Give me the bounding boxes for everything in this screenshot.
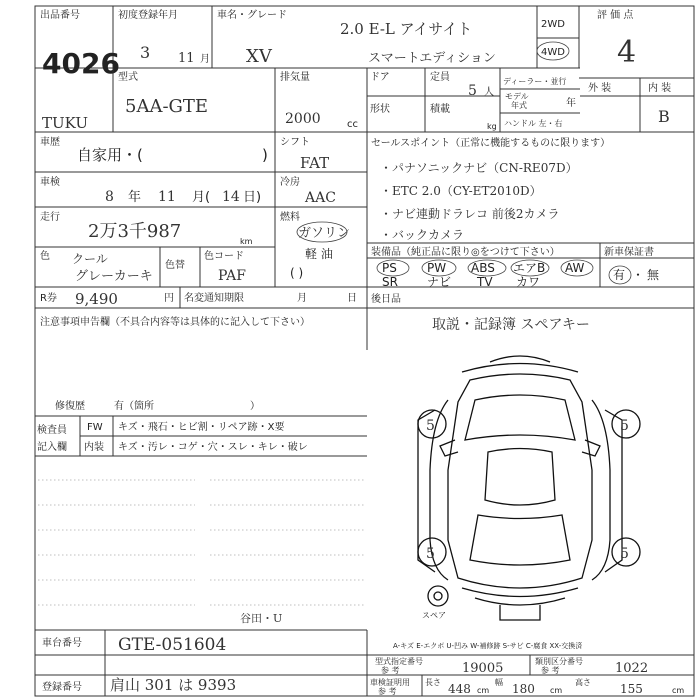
- classification-value: 1022: [615, 661, 649, 676]
- spare-tire-circle: [428, 586, 448, 606]
- height-label: 高さ: [575, 678, 591, 687]
- registration-label: 登録番号: [42, 682, 82, 693]
- inspection-day: 14: [222, 189, 240, 205]
- recycle-label: R券: [40, 293, 57, 304]
- interior-grade: B: [658, 107, 670, 126]
- equip-sr: SR: [382, 275, 398, 289]
- equip-tv: TV: [477, 275, 493, 289]
- dotted-lines: [38, 480, 365, 605]
- doors-label: ドア: [370, 72, 390, 83]
- color-label: 色: [40, 251, 50, 262]
- load-label: 積載: [430, 104, 450, 115]
- color-value-2: グレーカーキ: [75, 269, 153, 284]
- accessories-value: 取説・記録簿 スペアキー: [432, 317, 590, 333]
- drive-4wd: 4WD: [541, 47, 565, 58]
- grade-line-1: 2.0 E-L アイサイト: [340, 20, 473, 38]
- equip-abs: ABS: [471, 261, 495, 275]
- mileage-label: 走行: [40, 212, 60, 223]
- tire-mark-fl: 5: [426, 418, 435, 434]
- grade-line-2: スマートエディション: [368, 51, 496, 66]
- chassis-value: GTE-051604: [118, 635, 227, 655]
- type-value: 5AA-GTE: [125, 96, 209, 117]
- cert-label-1: 車検証明用: [370, 678, 410, 687]
- sales-point-2: ・ETC 2.0（CY-ET2010D）: [380, 184, 542, 198]
- ac-value: AAC: [305, 190, 336, 206]
- displacement-label: 排気量: [280, 72, 310, 83]
- inspection-month-char: 月(: [192, 190, 211, 205]
- equip-ps: PS: [382, 261, 397, 275]
- tire-mark-rr: 5: [620, 546, 629, 562]
- type-label: 型式: [118, 72, 138, 83]
- dealer-label: ディーラー・並行: [503, 77, 567, 86]
- inspector-fw-value: キズ・飛石・ヒビ割・リペア跡・X要: [118, 422, 285, 433]
- history-value: 自家用・(: [77, 146, 143, 164]
- repair-label: 修復歴: [55, 401, 85, 412]
- warranty-no: 無: [647, 268, 660, 282]
- reg-month: 11: [178, 51, 195, 66]
- steering-label: ハンドル 左・右: [504, 119, 563, 128]
- length-value: 448: [448, 682, 471, 696]
- tire-mark-fr: 5: [620, 418, 629, 434]
- model-year-label-1: モデル: [505, 92, 529, 101]
- inspector-signature: 谷田・U: [240, 612, 283, 625]
- model-year-unit: 年: [566, 98, 576, 109]
- registration-value: 肩山 301 は 9393: [110, 676, 237, 694]
- sales-point-3: ・ナビ連動ドラレコ 前後2カメラ: [380, 207, 560, 221]
- reg-year-label: 初度登録年月: [118, 10, 178, 21]
- rating-value: 4: [617, 35, 637, 70]
- displacement-value: 2000: [285, 111, 321, 127]
- inspector-label-1: 検査員: [37, 425, 67, 436]
- ac-label: 冷房: [280, 177, 300, 188]
- model-code: XV: [246, 46, 272, 67]
- title-change-day: 日: [347, 293, 357, 304]
- model-year-label-2: 年式: [511, 101, 527, 110]
- color-code-value: PAF: [218, 268, 246, 284]
- tire-mark-rl: 5: [426, 546, 435, 562]
- reg-month-unit: 月: [200, 54, 210, 65]
- lot-label: 出品番号: [40, 10, 80, 21]
- sales-point-4: ・バックカメラ: [380, 228, 465, 242]
- interior-label: 内 装: [648, 83, 672, 94]
- sales-point-1: ・パナソニックナビ（CN-RE07D）: [380, 161, 578, 175]
- title-change-month: 月: [297, 293, 307, 304]
- capacity-value: 5: [468, 83, 477, 99]
- shape-label: 形状: [370, 104, 390, 115]
- inspector-fw-label: FW: [87, 422, 103, 433]
- length-unit: cm: [477, 686, 490, 695]
- load-unit: kg: [487, 122, 497, 131]
- repair-close: ）: [250, 401, 260, 412]
- type-designation-label: 型式指定番号: [375, 657, 423, 666]
- title-change-label: 名変通知期限: [184, 293, 244, 304]
- capacity-label: 定員: [430, 72, 450, 83]
- color-change-label: 色替: [165, 260, 185, 271]
- inspector-interior-label: 内装: [84, 442, 104, 453]
- cert-label-2: 参 考: [378, 687, 397, 696]
- repair-value: 有（箇所: [114, 401, 154, 412]
- recycle-value: 9,490: [75, 290, 118, 308]
- width-value: 180: [512, 682, 535, 696]
- height-unit: cm: [672, 686, 685, 695]
- fuel-label: 燃料: [280, 212, 300, 223]
- history-close: ): [262, 146, 268, 164]
- inspector-label-2: 記入欄: [37, 442, 67, 453]
- history-label: 車歴: [40, 137, 60, 148]
- warranty-label: 新車保証書: [604, 247, 654, 258]
- spare-label: スペア: [422, 611, 446, 620]
- capacity-unit: 人: [484, 87, 494, 98]
- equipment-label: 装備品（純正品に限り◎をつけて下さい）: [371, 247, 560, 258]
- inspection-year-char: 年: [128, 190, 142, 205]
- exterior-label: 外 装: [588, 83, 612, 94]
- name-grade-label: 車名・グレード: [217, 10, 287, 21]
- fuel-paren: ( ): [290, 266, 304, 280]
- warranty-sep: ・: [632, 268, 645, 282]
- equip-navi: ナビ: [427, 275, 452, 289]
- shift-label: シフト: [280, 137, 310, 148]
- fuel-light-oil: 軽 油: [305, 247, 333, 261]
- classification-label: 類別区分番号: [535, 657, 583, 666]
- width-label: 幅: [495, 678, 503, 687]
- height-value: 155: [620, 682, 643, 696]
- mileage-unit: km: [240, 237, 253, 246]
- report-label: 注意事項申告欄（不具合内容等は具体的に記入して下さい）: [40, 317, 310, 328]
- equip-pw: PW: [427, 261, 447, 275]
- handwritten-note: TUKU: [42, 114, 88, 132]
- inspection-label: 車検: [40, 177, 60, 188]
- damage-legend: A-キズ E-エクボ U-凹み W-補修跡 S-サビ C-腐食 XX-交換済: [393, 642, 583, 650]
- mileage-value: 2万3千987: [88, 221, 182, 242]
- lot-number: 4026: [42, 47, 120, 80]
- warranty-yes: 有: [613, 268, 626, 282]
- color-value-1: クール: [72, 252, 108, 266]
- equip-aw: AW: [565, 261, 585, 275]
- type-designation-value: 19005: [462, 661, 504, 676]
- inspection-month: 11: [158, 189, 176, 205]
- type-designation-ref: 参 考: [381, 666, 400, 675]
- fuel-value: ガソリン: [298, 226, 351, 241]
- width-unit: cm: [550, 686, 563, 695]
- sales-points-label: セールスポイント（正常に機能するものに限ります）: [371, 138, 611, 149]
- accessories-label: 後日品: [371, 294, 401, 305]
- chassis-label: 車台番号: [42, 638, 82, 649]
- classification-ref: 参 考: [541, 666, 560, 675]
- car-damage-diagram: [418, 356, 640, 620]
- reg-year: 3: [140, 43, 151, 62]
- shift-value: FAT: [300, 154, 330, 172]
- inspection-day-char: 日): [243, 190, 262, 205]
- displacement-unit: cc: [347, 119, 358, 130]
- drive-2wd: 2WD: [541, 19, 565, 30]
- inspector-interior-value: キズ・汚レ・コゲ・穴・スレ・キレ・破レ: [118, 442, 308, 453]
- equip-airbag: エアB: [513, 261, 546, 275]
- recycle-unit: 円: [164, 293, 174, 304]
- color-code-label: 色コード: [204, 251, 244, 262]
- equip-leather: カワ: [516, 275, 541, 289]
- rating-label: 評 価 点: [597, 10, 634, 21]
- inspection-year: 8: [105, 189, 114, 205]
- length-label: 長さ: [425, 678, 441, 687]
